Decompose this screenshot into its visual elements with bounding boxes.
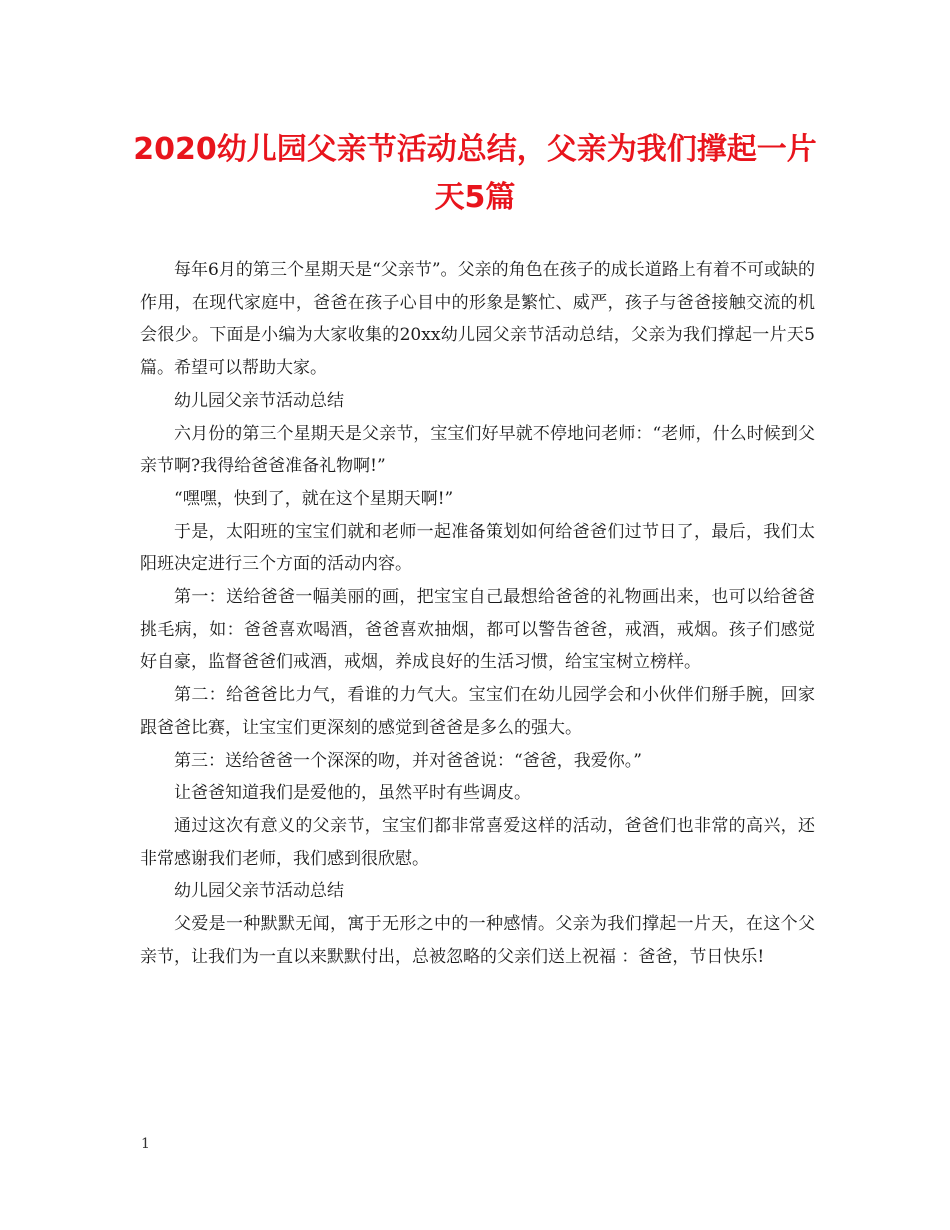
page-number: 1	[141, 1136, 150, 1152]
body-paragraph: 第二：给爸爸比力气，看谁的力气大。宝宝们在幼儿园学会和小伙伴们掰手腕，回家跟爸爸比赛，让宝宝们更深刻的感觉到爸爸是多么的强大。	[140, 685, 815, 738]
body-paragraph: “嘿嘿，快到了，就在这个星期天啊!”	[174, 488, 454, 509]
body-paragraph: 父爱是一种默默无闻，寓于无形之中的一种感情。父亲为我们撑起一片天，在这个父亲节，让我们为一直以来默默付出，总被忽略的父亲们送上祝福 ：爸爸，节日快乐!	[140, 914, 815, 967]
body-paragraph: 于是，太阳班的宝宝们就和老师一起准备策划如何给爸爸们过节日了，最后，我们太阳班决定进行三个方面的活动内容。	[140, 521, 815, 575]
section-heading: 幼儿园父亲节活动总结	[174, 390, 344, 411]
body-paragraph: 六月份的第三个星期天是父亲节，宝宝们好早就不停地问老师：“老师，什么时候到父亲节啊?我得给爸爸准备礼物啊!”	[140, 423, 815, 477]
body-paragraph: 通过这次有意义的父亲节，宝宝们都非常喜爱这样的活动，爸爸们也非常的高兴，还非常感谢我们老师，我们感到很欣慰。	[140, 815, 815, 869]
section-heading: 幼儿园父亲节活动总结	[174, 881, 344, 902]
intro-paragraph: 每年6月的第三个星期天是“父亲节”。父亲的角色在孩子的成长道路上有着不可或缺的作用，在现代家庭中，爸爸在孩子心目中的形象是繁忙、威严，孩子与爸爸接触交流的机会很少。下面是小编为大家收集的20xx幼儿园父亲节活动总结，父亲为我们撑起一片天5篇。希望可以帮助大家。	[140, 260, 815, 379]
body-paragraph: 第三：送给爸爸一个深深的吻，并对爸爸说：“爸爸，我爱你。”	[174, 750, 642, 771]
body-paragraph: 第一：送给爸爸一幅美丽的画，把宝宝自己最想给爸爸的礼物画出来，也可以给爸爸挑毛病，如：爸爸喜欢喝酒，爸爸喜欢抽烟，都可以警告爸爸，戒酒，戒烟。孩子们感觉好自豪，监督爸爸们戒酒，戒烟，养成良好的生活习惯，给宝宝树立榜样。	[140, 587, 815, 673]
document-body	[140, 254, 815, 973]
body-paragraph: 让爸爸知道我们是爱他的，虽然平时有些调皮。	[174, 783, 531, 804]
document-title: 2020幼儿园父亲节活动总结，父亲为我们撑起一片天5篇	[133, 132, 817, 215]
